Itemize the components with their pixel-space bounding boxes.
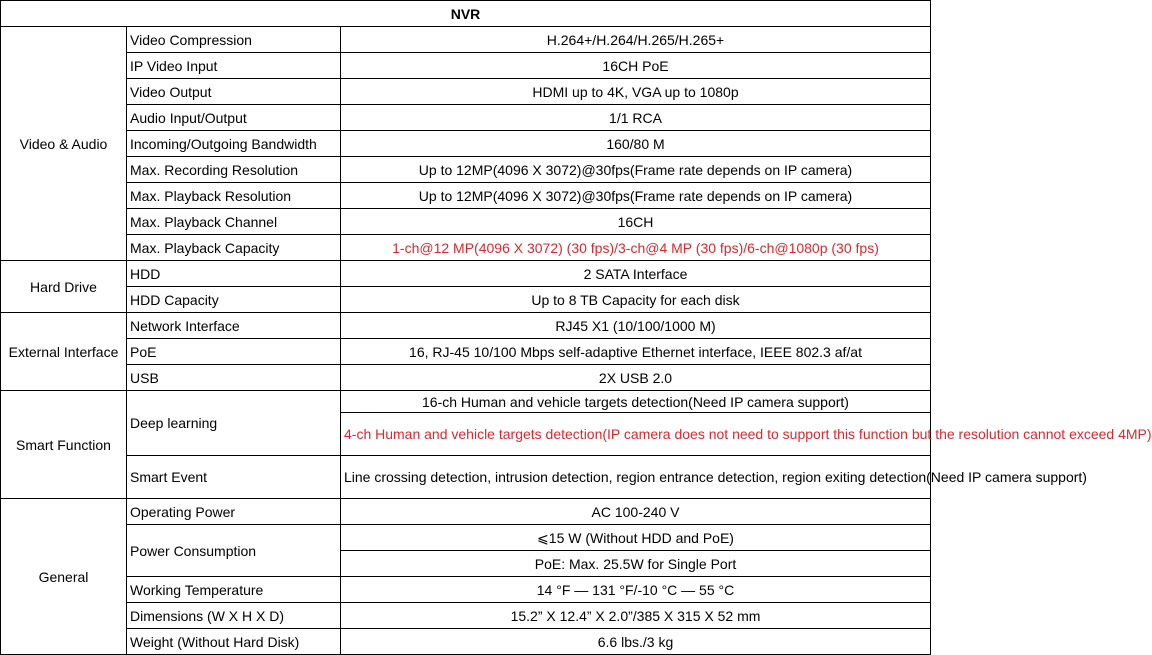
spec-label: Max. Playback Capacity [127, 235, 341, 261]
spec-label: Video Output [127, 79, 341, 105]
title-row [1, 1, 931, 27]
spec-value: 16CH PoE [341, 53, 931, 79]
spec-label: Power Consumption [127, 525, 341, 577]
spec-value: AC 100-240 V [341, 499, 931, 525]
table-row [1, 209, 931, 235]
spec-value: 16, RJ-45 10/100 Mbps self-adaptive Ethernet interface, IEEE 802.3 af/at [341, 339, 931, 365]
spec-value: H.264+/H.264/H.265/H.265+ [341, 27, 931, 53]
table-row [1, 27, 931, 53]
table-row [1, 456, 931, 499]
spec-value: Up to 12MP(4096 X 3072)@30fps(Frame rate depends on IP camera) [341, 157, 931, 183]
table-row [1, 183, 931, 209]
spec-value: HDMI up to 4K, VGA up to 1080p [341, 79, 931, 105]
spec-label: Smart Event [127, 456, 341, 499]
spec-label: IP Video Input [127, 53, 341, 79]
spec-label: Max. Playback Channel [127, 209, 341, 235]
table-row [1, 577, 931, 603]
section-general: General [1, 499, 127, 655]
table-row [1, 235, 931, 261]
spec-value: Up to 8 TB Capacity for each disk [341, 287, 931, 313]
spec-value: 14 °F — 131 °F/-10 °C — 55 °C [341, 577, 931, 603]
table-row [1, 287, 931, 313]
section-hard-drive: Hard Drive [1, 261, 127, 313]
spec-value: PoE: Max. 25.5W for Single Port [341, 551, 931, 577]
spec-label: Video Compression [127, 27, 341, 53]
table-row [1, 339, 931, 365]
table-row [1, 261, 931, 287]
spec-value-highlight: 1-ch@12 MP(4096 X 3072) (30 fps)/3-ch@4 MP (30 fps)/6-ch@1080p (30 fps) [341, 235, 931, 261]
spec-label: Operating Power [127, 499, 341, 525]
table-row [1, 131, 931, 157]
spec-value: 15.2” X 12.4” X 2.0”/385 X 315 X 52 mm [341, 603, 931, 629]
spec-label: USB [127, 365, 341, 391]
spec-label: Weight (Without Hard Disk) [127, 629, 341, 655]
table-row [1, 499, 931, 525]
spec-label: Audio Input/Output [127, 105, 341, 131]
table-row [1, 313, 931, 339]
spec-value: 1/1 RCA [341, 105, 931, 131]
spec-value: ⩽15 W (Without HDD and PoE) [341, 525, 931, 551]
spec-label: Dimensions (W X H X D) [127, 603, 341, 629]
table-row [1, 525, 931, 551]
spec-value-highlight: 4-ch Human and vehicle targets detection(IP camera does not need to support this function but the resolution cannot exceed 4MP) [341, 413, 931, 456]
table-row [1, 629, 931, 655]
spec-value: 2 SATA Interface [341, 261, 931, 287]
section-smart-function: Smart Function [1, 391, 127, 499]
spec-value: 16-ch Human and vehicle targets detection(Need IP camera support) [341, 391, 931, 413]
spec-value: 6.6 lbs./3 kg [341, 629, 931, 655]
spec-value: 160/80 M [341, 131, 931, 157]
spec-value: RJ45 X1 (10/100/1000 M) [341, 313, 931, 339]
table-row [1, 53, 931, 79]
spec-label: Max. Playback Resolution [127, 183, 341, 209]
spec-label: Network Interface [127, 313, 341, 339]
spec-label: HDD Capacity [127, 287, 341, 313]
table-row [1, 365, 931, 391]
spec-label: Deep learning [127, 391, 341, 456]
spec-label: Max. Recording Resolution [127, 157, 341, 183]
spec-value: 2X USB 2.0 [341, 365, 931, 391]
table-row [1, 391, 931, 413]
spec-label: PoE [127, 339, 341, 365]
spec-value: Up to 12MP(4096 X 3072)@30fps(Frame rate depends on IP camera) [341, 183, 931, 209]
table-row [1, 105, 931, 131]
table-row [1, 79, 931, 105]
spec-value: 16CH [341, 209, 931, 235]
section-external-interface: External Interface [1, 313, 127, 391]
table-row [1, 157, 931, 183]
spec-label: Incoming/Outgoing Bandwidth [127, 131, 341, 157]
spec-value: Line crossing detection, intrusion detection, region entrance detection, region exiting detection(Need IP camera support) [341, 456, 931, 499]
section-video-audio: Video & Audio [1, 27, 127, 261]
table-row [1, 603, 931, 629]
spec-label: Working Temperature [127, 577, 341, 603]
spec-label: HDD [127, 261, 341, 287]
table-title: NVR [1, 1, 931, 27]
